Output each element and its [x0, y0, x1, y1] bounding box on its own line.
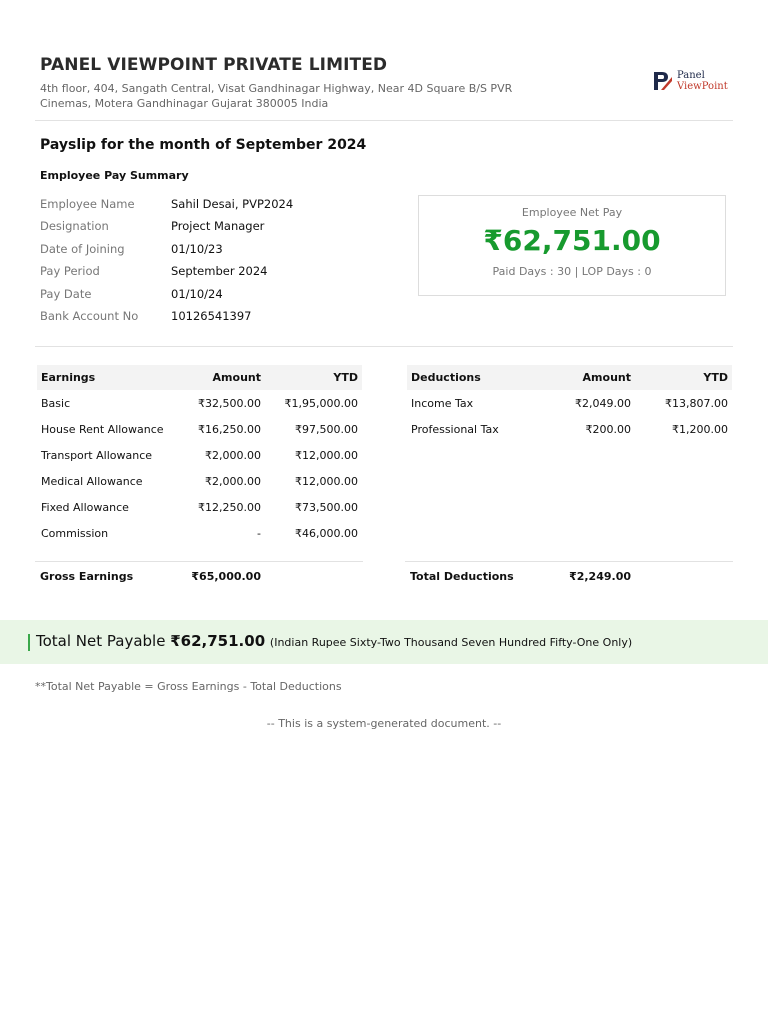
info-value: Sahil Desai, PVP2024 — [171, 197, 294, 211]
column-header: Amount — [542, 365, 635, 390]
deduction-name: Income Tax — [411, 396, 474, 410]
logo-mark-icon — [652, 71, 674, 91]
column-header: YTD — [635, 365, 732, 390]
earning-name: Fixed Allowance — [41, 500, 129, 514]
info-value: 01/10/23 — [171, 241, 223, 256]
info-value: 10126541397 — [171, 308, 252, 323]
system-generated-note: -- This is a system-generated document. -- — [266, 717, 502, 730]
total-deductions-value: ₹2,249.00 — [569, 570, 631, 583]
table-row — [37, 494, 362, 520]
earning-name: Basic — [41, 396, 71, 410]
info-row-designation — [40, 217, 293, 239]
table-row — [37, 520, 362, 546]
table-row — [37, 416, 362, 442]
net-payable-text — [36, 632, 632, 650]
net-pay-card — [418, 195, 726, 296]
net-payable-formula: **Total Net Payable = Gross Earnings - Total Deductions — [35, 680, 342, 693]
deductions-header-row — [407, 365, 732, 390]
table-row — [37, 442, 362, 468]
table-row — [407, 416, 732, 442]
info-value: September 2024 — [171, 264, 268, 279]
deductions-table — [407, 365, 732, 442]
payslip-title: Payslip for the month of September 2024 — [40, 137, 367, 153]
header-divider — [35, 120, 733, 121]
info-row-bank-account — [40, 307, 293, 329]
info-value: 01/10/24 — [171, 286, 223, 301]
earning-name: House Rent Allowance — [41, 422, 164, 436]
column-header: YTD — [265, 365, 362, 390]
earning-name: Transport Allowance — [41, 448, 153, 462]
logo-text — [677, 70, 728, 92]
total-deductions-label: Total Deductions — [410, 570, 514, 583]
earning-ytd: ₹97,500.00 — [295, 422, 358, 436]
gross-earnings-label: Gross Earnings — [40, 570, 134, 583]
earning-ytd: ₹12,000.00 — [295, 448, 358, 462]
company-name: PANEL VIEWPOINT PRIVATE LIMITED — [40, 55, 388, 75]
deduction-amount: ₹2,049.00 — [575, 396, 631, 410]
earning-amount: ₹12,250.00 — [198, 500, 261, 514]
net-payable-words: (Indian Rupee Sixty-Two Thousand Seven Hundred Fifty-One Only) — [269, 636, 633, 649]
gross-earnings-value: ₹65,000.00 — [191, 570, 261, 583]
deductions-total-divider — [405, 561, 733, 562]
table-row — [37, 390, 362, 416]
info-label: Date of Joining — [40, 241, 125, 256]
deduction-ytd: ₹1,200.00 — [672, 422, 728, 436]
earnings-total-divider — [35, 561, 363, 562]
logo-line1: Panel — [677, 70, 705, 81]
earning-name: Commission — [41, 526, 109, 540]
pay-summary-heading: Employee Pay Summary — [40, 169, 189, 182]
info-value: Project Manager — [171, 219, 265, 234]
column-header: Amount — [172, 365, 265, 390]
summary-divider — [35, 346, 733, 347]
deduction-name: Professional Tax — [411, 422, 499, 436]
info-row-pay-date — [40, 285, 293, 307]
deduction-amount: ₹200.00 — [585, 422, 631, 436]
earning-amount: - — [257, 526, 261, 540]
company-address: 4th floor, 404, Sangath Central, Visat Gandhinagar Highway, Near 4D Square B/S PVR Cinemas, Motera Gandhinagar Gujarat 380005 India — [40, 82, 513, 110]
earning-ytd: ₹46,000.00 — [295, 526, 358, 540]
table-row — [37, 468, 362, 494]
net-payable-banner — [0, 620, 768, 664]
info-label: Pay Date — [40, 286, 92, 301]
table-row — [407, 390, 732, 416]
earning-name: Medical Allowance — [41, 474, 143, 488]
earning-ytd: ₹12,000.00 — [295, 474, 358, 488]
earning-amount: ₹2,000.00 — [205, 474, 261, 488]
net-payable-label: Total Net Payable — [36, 632, 166, 650]
earnings-table — [37, 365, 362, 546]
column-header: Deductions — [407, 365, 542, 390]
banner-accent-bar — [28, 634, 30, 651]
info-label: Pay Period — [40, 264, 100, 279]
info-row-pay-period — [40, 262, 293, 284]
employee-info — [40, 195, 293, 329]
earning-amount: ₹16,250.00 — [198, 422, 261, 436]
earnings-header-row — [37, 365, 362, 390]
paid-days: Paid Days : 30 | LOP Days : 0 — [492, 265, 652, 278]
net-payable-amount: ₹62,751.00 — [170, 632, 266, 650]
earning-amount: ₹2,000.00 — [205, 448, 261, 462]
info-row-employee-name — [40, 195, 293, 217]
column-header: Earnings — [37, 365, 172, 390]
info-row-date-of-joining — [40, 240, 293, 262]
earning-amount: ₹32,500.00 — [198, 396, 261, 410]
info-label: Employee Name — [40, 197, 135, 211]
deduction-ytd: ₹13,807.00 — [665, 396, 728, 410]
net-pay-label: Employee Net Pay — [521, 206, 623, 219]
earning-ytd: ₹1,95,000.00 — [284, 396, 358, 410]
logo-line2: ViewPoint — [677, 81, 728, 92]
earning-ytd: ₹73,500.00 — [295, 500, 358, 514]
net-pay-amount: ₹62,751.00 — [483, 224, 661, 257]
company-header — [40, 55, 730, 111]
company-logo — [652, 69, 726, 91]
info-label: Designation — [40, 219, 109, 234]
info-label: Bank Account No — [40, 308, 139, 323]
